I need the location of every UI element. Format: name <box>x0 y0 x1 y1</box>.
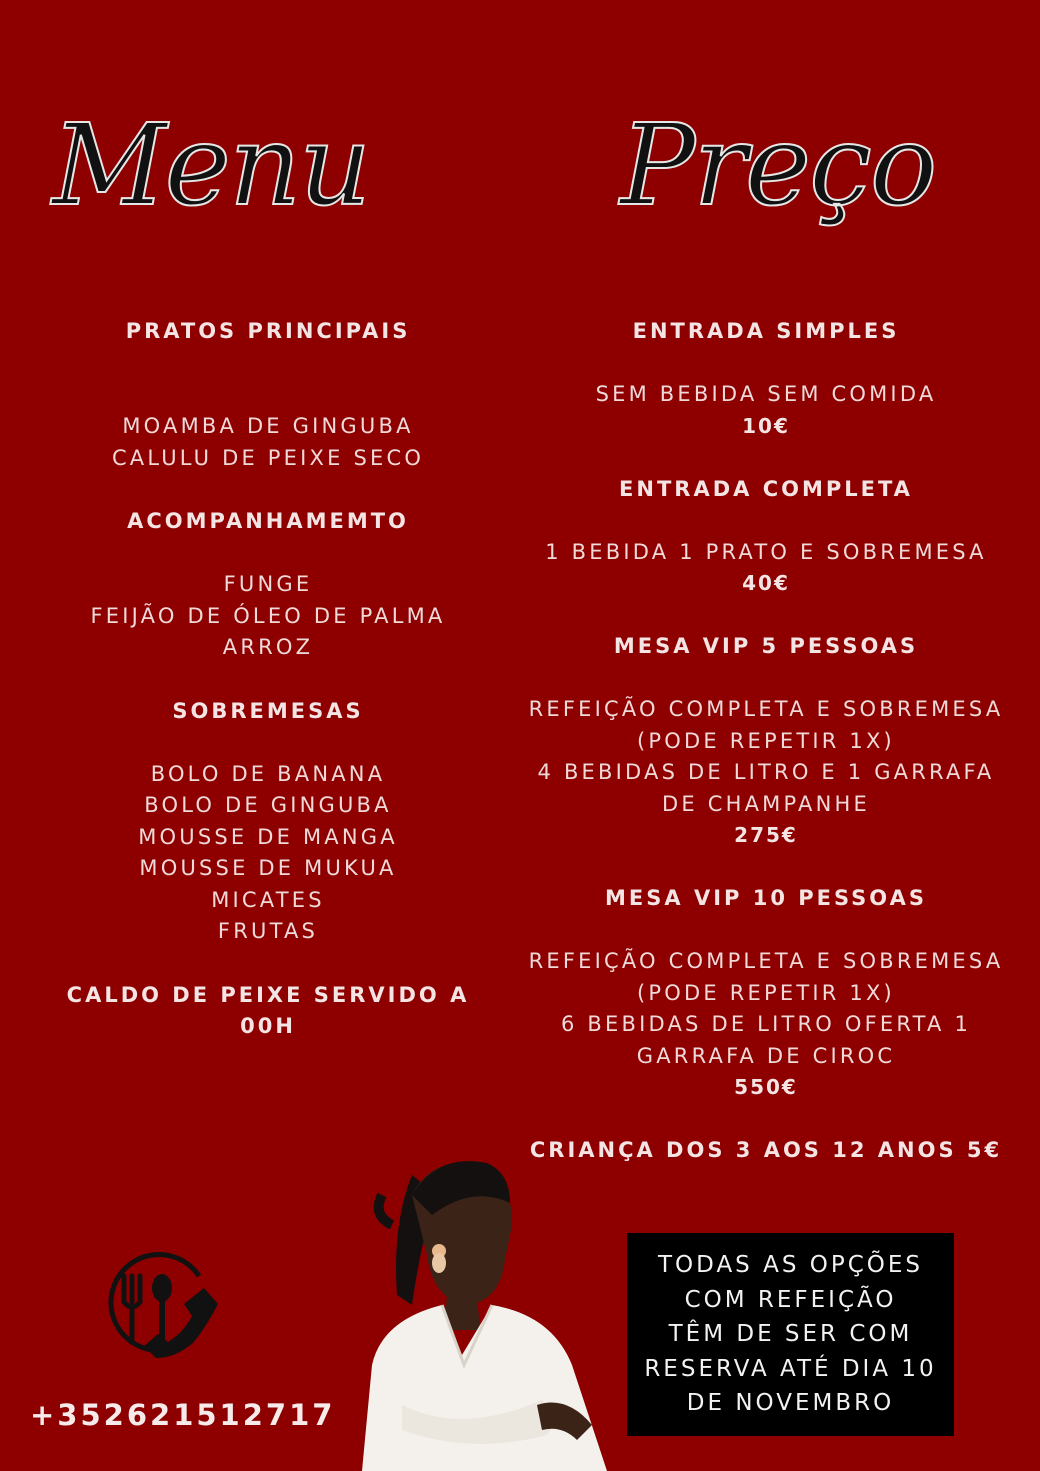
notice-line: DE NOVEMBRO <box>686 1390 895 1416</box>
option-price: 40€ <box>742 571 790 595</box>
phone-number: +352621512717 <box>30 1398 336 1432</box>
notice-line: TODAS AS OPÇÕES <box>657 1252 924 1278</box>
fork-spoon-phone-icon <box>104 1246 224 1366</box>
menu-item: FRUTAS <box>217 919 319 943</box>
menu-item: MICATES <box>211 887 325 912</box>
notice-line: COM REFEIÇÃO <box>684 1286 897 1313</box>
option-price: 275€ <box>734 823 798 847</box>
notice-line: RESERVA ATÉ DIA 10 <box>644 1355 937 1382</box>
preco-heading: Preço <box>620 101 936 231</box>
option-title: MESA VIP 10 PESSOAS <box>605 886 927 910</box>
child-price: CRIANÇA DOS 3 AOS 12 ANOS 5€ <box>529 1138 1003 1162</box>
option-title: ENTRADA SIMPLES <box>632 319 900 343</box>
notice-line: TÊM DE SER COM <box>668 1321 913 1347</box>
menu-heading: Menu <box>52 101 370 231</box>
price-column <box>500 316 1032 1166</box>
option-line: (PODE REPETIR 1X) <box>637 728 895 753</box>
menu-item: FEIJÃO DE ÓLEO DE PALMA <box>90 603 446 628</box>
menu-item: CALULU DE PEIXE SECO <box>111 445 425 470</box>
option-title: ENTRADA COMPLETA <box>619 476 913 501</box>
option-line: REFEIÇÃO COMPLETA E SOBREMESA <box>528 949 1004 973</box>
menu-item: MOAMBA DE GINGUBA <box>122 414 414 438</box>
option-line: DE CHAMPANHE <box>662 791 870 816</box>
sides-heading: ACOMPANHAMEMTO <box>127 509 409 533</box>
menu-item: FUNGE <box>223 572 313 596</box>
option-price: 550€ <box>734 1075 798 1099</box>
option-line: SEM BEBIDA SEM COMIDA <box>595 382 937 406</box>
option-line: REFEIÇÃO COMPLETA E SOBREMESA <box>528 697 1004 721</box>
fish-broth-note: 00H <box>240 1013 296 1038</box>
menu-item: BOLO DE BANANA <box>150 761 386 786</box>
woman-portrait <box>352 1155 622 1471</box>
menu-item: ARROZ <box>222 635 314 659</box>
option-line: 6 BEBIDAS DE LITRO OFERTA 1 <box>560 1012 972 1036</box>
desserts-heading: SOBREMESAS <box>172 698 364 723</box>
option-line: (PODE REPETIR 1X) <box>637 980 895 1005</box>
option-line: GARRAFA DE CIROC <box>636 1043 896 1068</box>
option-price: 10€ <box>742 413 790 438</box>
option-title: MESA VIP 5 PESSOAS <box>613 634 919 658</box>
option-line: 1 BEBIDA 1 PRATO E SOBREMESA <box>545 539 987 564</box>
menu-item: BOLO DE GINGUBA <box>144 793 392 817</box>
option-line: 4 BEBIDAS DE LITRO E 1 GARRAFA <box>537 760 995 784</box>
menu-item: MOUSSE DE MUKUA <box>139 856 397 880</box>
menu-column <box>60 316 476 1042</box>
reservation-notice <box>627 1233 954 1436</box>
main-dishes-heading: PRATOS PRINCIPAIS <box>125 319 411 343</box>
menu-item: MOUSSE DE MANGA <box>138 824 398 849</box>
fish-broth-note: CALDO DE PEIXE SERVIDO A <box>66 982 470 1007</box>
